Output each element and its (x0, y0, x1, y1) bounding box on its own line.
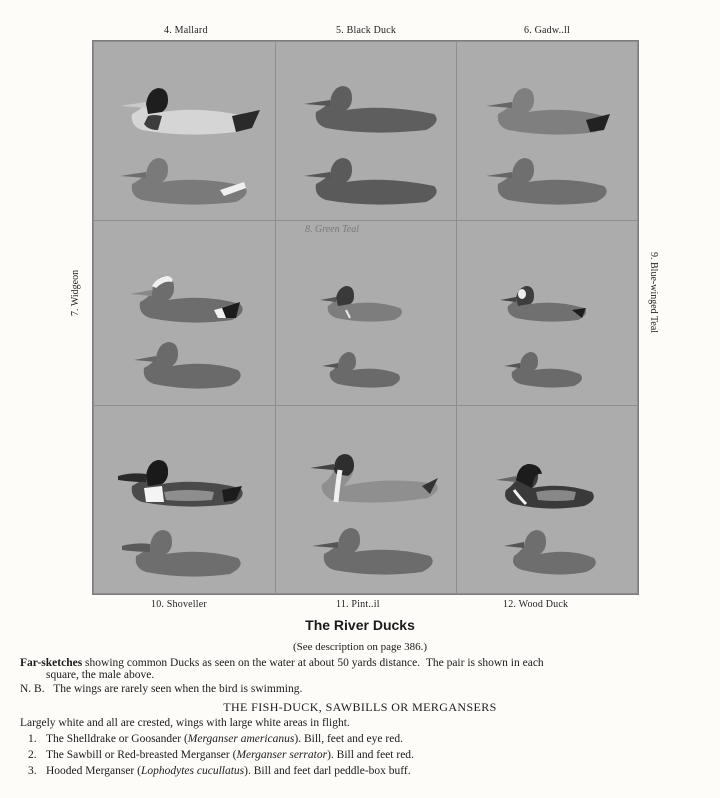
nb-text: The wings are rarely seen when the bird is swimming. (53, 683, 303, 695)
label-wood-duck: 12. Wood Duck (503, 599, 569, 610)
list-item: 2. The Sawbill or Red-breasted Merganser (Merganser serrator). Bill and feet red. (28, 749, 414, 761)
description-bold: Far-sketches (20, 657, 83, 669)
label-black-duck: 5. Black Duck (336, 25, 397, 36)
widgeon-male (130, 276, 243, 323)
green-teal-female (322, 352, 400, 388)
label-blue-winged-teal: 9. Blue-winged Teal (648, 252, 659, 334)
section-intro: Largely white and all are crested, wings with large white areas in flight. (20, 717, 350, 729)
shoveller-male (118, 460, 243, 507)
description-line-2: square, the male above. (46, 669, 155, 681)
label-green-teal-handwritten: 8. Green Teal (305, 224, 359, 235)
label-mallard: 4. Mallard (164, 25, 208, 36)
list-item: 1. The Shelldrake or Goosander (Merganser americanus). Bill, feet and eye red. (28, 733, 403, 745)
gadwall-female (486, 158, 607, 205)
blue-winged-teal-female (504, 352, 582, 388)
mallard-male (120, 88, 260, 135)
wood-duck-female (504, 530, 596, 575)
black-duck-female (304, 158, 437, 205)
black-duck-male (304, 86, 437, 133)
widgeon-female (134, 342, 241, 389)
description-text: showing common Ducks as seen on the water at about 50 yards distance (82, 657, 418, 669)
label-gadwall: 6. Gadw..ll (524, 25, 570, 36)
nb-note (20, 682, 302, 696)
green-teal-male (320, 286, 402, 322)
nb-label: N. B. (20, 683, 45, 695)
gadwall-male (486, 88, 610, 135)
see-reference: (See description on page 386.) (292, 641, 428, 653)
label-shoveller: 10. Shoveller (151, 599, 207, 610)
wood-duck-male (496, 464, 594, 509)
label-widgeon: 7. Widgeon (70, 269, 81, 316)
shoveller-female (122, 530, 241, 577)
description-text-2: The pair is shown in each (425, 657, 544, 669)
list-item: 3. Hooded Merganser (Lophodytes cucullatus). Bill and feet darl peddle-box buff. (28, 765, 411, 777)
pintail-male (310, 454, 438, 503)
blue-winged-teal-male (500, 286, 586, 322)
mallard-female (120, 158, 247, 205)
label-pintail: 11. Pint..il (336, 599, 380, 610)
section-heading: THE FISH-DUCK, SAWBILLS OR MERGANSERS (223, 700, 497, 714)
description-line-1: Far-sketches showing common Ducks as seen on the water at about 50 yards distance. The pair is shown in each (20, 657, 544, 669)
pintail-female (312, 528, 433, 575)
page-title: The River Ducks (305, 617, 415, 633)
